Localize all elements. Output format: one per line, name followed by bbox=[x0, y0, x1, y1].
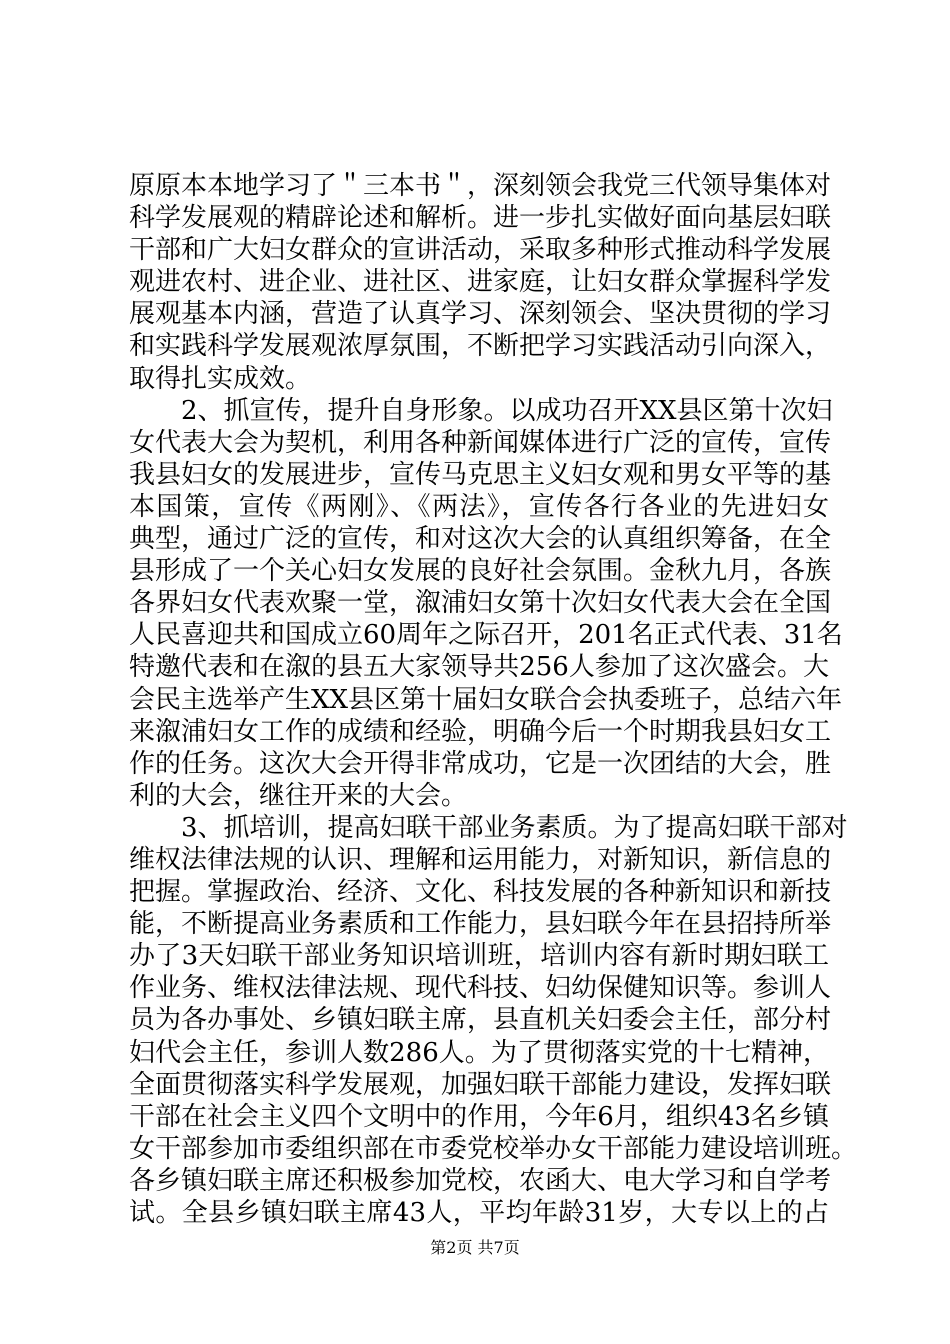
document-body bbox=[129, 170, 858, 1229]
text-line: 干部在社会主义四个文明中的作用，今年6月，组织43名乡镇 bbox=[129, 1101, 829, 1132]
text-line: 女干部参加市委组织部在市委党校举办女干部能力建设培训班。 bbox=[129, 1133, 858, 1164]
text-line: 把握。掌握政治、经济、文化、科技发展的各种新知识和新技 bbox=[129, 877, 832, 908]
paragraph-2 bbox=[129, 395, 843, 812]
text-line: 展观基本内涵，营造了认真学习、深刻领会、坚决贯彻的学习 bbox=[129, 299, 832, 330]
text-line: 试。全县乡镇妇联主席43人，平均年龄31岁，大专以上的占 bbox=[129, 1198, 829, 1228]
text-line: 取得扎实成效。 bbox=[129, 363, 312, 394]
text-line: 来溆浦妇女工作的成绩和经验，明确今后一个时期我县妇女工 bbox=[129, 716, 832, 747]
text-line: 能，不断提高业务素质和工作能力，县妇联今年在县招持所举 bbox=[129, 909, 832, 940]
text-line: 科学发展观的精辟论述和解析。进一步扎实做好面向基层妇联 bbox=[129, 203, 832, 234]
text-line: 干部和广大妇女群众的宣讲活动，采取多种形式推动科学发展 bbox=[129, 235, 832, 266]
text-line: 作业务、维权法律法规、现代科技、妇幼保健知识等。参训人 bbox=[129, 973, 832, 1004]
text-line: 3、抓培训，提高妇联干部业务素质。为了提高妇联干部对 bbox=[181, 812, 848, 843]
text-line: 观进农村、进企业、进社区、进家庭，让妇女群众掌握科学发 bbox=[129, 267, 832, 298]
text-line: 2、抓宣传，提升自身形象。以成功召开XX县区第十次妇 bbox=[181, 395, 833, 426]
text-line: 和实践科学发展观浓厚氛围，不断把学习实践活动引向深入， bbox=[129, 331, 832, 362]
text-line: 各界妇女代表欢聚一堂，溆浦妇女第十次妇女代表大会在全国 bbox=[129, 588, 832, 619]
text-line: 典型，通过广泛的宣传，和对这次大会的认真组织筹备，在全 bbox=[129, 524, 832, 555]
text-line: 人民喜迎共和国成立60周年之际召开，201名正式代表、31名 bbox=[129, 620, 843, 651]
page-number-footer: 第2页 共7页 bbox=[430, 1238, 520, 1257]
text-line: 员为各办事处、乡镇妇联主席，县直机关妇委会主任，部分村 bbox=[129, 1005, 832, 1036]
text-line: 会民主选举产生XX县区第十届妇女联合会执委班子，总结六年 bbox=[129, 684, 843, 715]
text-line: 本国策，宣传《两刚》、《两法》，宣传各行各业的先进妇女 bbox=[129, 491, 829, 522]
text-line: 特邀代表和在溆的县五大家领导共256人参加了这次盛会。大 bbox=[129, 652, 829, 683]
text-line: 办了3天妇联干部业务知识培训班，培训内容有新时期妇联工 bbox=[129, 941, 829, 972]
text-line: 原原本本地学习了＂三本书＂，深刻领会我党三代领导集体对 bbox=[129, 171, 832, 201]
paragraph-1 bbox=[129, 170, 832, 395]
paragraph-3 bbox=[129, 812, 858, 1229]
text-line: 全面贯彻落实科学发展观，加强妇联干部能力建设，发挥妇联 bbox=[129, 1069, 832, 1100]
text-line: 县形成了一个关心妇女发展的良好社会氛围。金秋九月，各族 bbox=[129, 556, 832, 587]
text-line: 各乡镇妇联主席还积极参加党校，农函大、电大学习和自学考 bbox=[129, 1165, 832, 1196]
text-line: 我县妇女的发展进步，宣传马克思主义妇女观和男女平等的基 bbox=[129, 459, 832, 490]
text-line: 妇代会主任，参训人数286人。为了贯彻落实党的十七精神， bbox=[129, 1037, 829, 1068]
text-line: 维权法律法规的认识、理解和运用能力，对新知识，新信息的 bbox=[129, 844, 832, 875]
text-line: 利的大会，继往开来的大会。 bbox=[129, 780, 468, 811]
text-line: 女代表大会为契机，利用各种新闻媒体进行广泛的宣传，宣传 bbox=[129, 427, 832, 458]
text-line: 作的任务。这次大会开得非常成功，它是一次团结的大会，胜 bbox=[129, 748, 832, 779]
